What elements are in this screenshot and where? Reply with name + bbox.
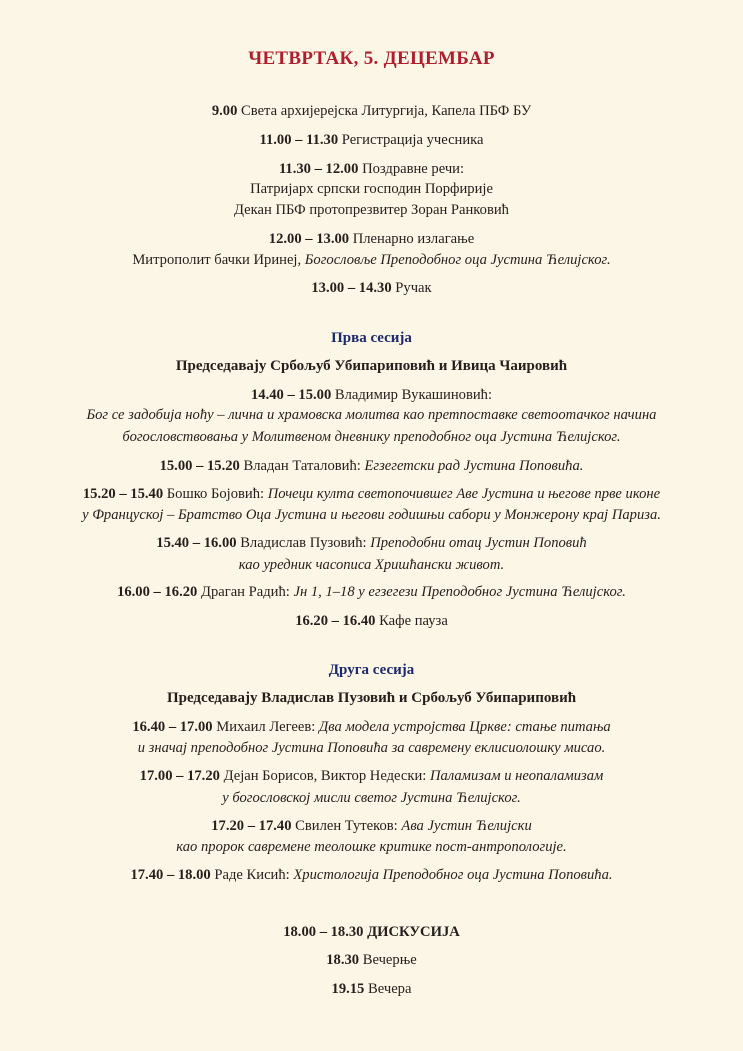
talk-item: [0, 817, 743, 835]
talk-title: у Француској – Братство Оца Јустина и његови годишњи сабори у Монжерону крај Париза.: [82, 507, 661, 523]
session-heading: Прва сесија: [331, 330, 412, 346]
talk-title: као пророк савремене теолошке критике пост-антропологије.: [176, 839, 567, 855]
plenary-line: [0, 251, 743, 269]
item-text: Света архијерејска Литургија, Капела ПБФ БУ: [241, 103, 532, 119]
item-time: 16.20 – 16.40: [295, 613, 376, 629]
speaker: Драган Радић:: [200, 584, 290, 600]
item-text: Кафе пауза: [379, 613, 448, 629]
talk-title: Егзегетски рад Јустина Поповића.: [364, 458, 584, 474]
item-text: Вечера: [368, 981, 412, 997]
talk-item: [0, 718, 743, 736]
talk-title: богословствовања у Молитвеном дневнику преподобног оца Јустина Ћелијског.: [122, 429, 621, 445]
talk-item: [0, 534, 743, 552]
speaker: Владимир Вукашиновић:: [334, 387, 493, 403]
item-time: 18.30: [326, 952, 360, 968]
item-time: 13.00 – 14.30: [311, 280, 392, 296]
item-text: Вечерње: [362, 952, 417, 968]
talk-title: Богословље Преподобног оца Јустина Ћелијског.: [304, 252, 611, 268]
talk-title: и значај преподобног Јустина Поповића за савремену еклисиолошку мисао.: [137, 740, 606, 756]
talk-time: 15.40 – 16.00: [156, 535, 237, 551]
item-extra-line: Декан ПБФ протопрезвитер Зоран Ранковић: [234, 202, 509, 218]
talk-item: [0, 386, 743, 404]
talk-title: Јн 1, 1–18 у егзегези Преподобног Јустина Ћелијског.: [293, 584, 626, 600]
talk-title: Два модела устројства Цркве: стање питања: [318, 719, 611, 735]
schedule-item: [0, 612, 743, 630]
talk-item: [0, 457, 743, 475]
speaker: Михаил Легеев:: [216, 719, 316, 735]
talk-time: 14.40 – 15.00: [250, 387, 332, 403]
talk-title: Бог се задобија ноћу – лична и храмовска молитва као претпоставке светоотачког начина: [86, 407, 657, 423]
talk-title: као уредник часописа Хришћански живот.: [238, 557, 505, 573]
talk-time: 15.00 – 15.20: [159, 458, 240, 474]
schedule-item: [0, 279, 743, 297]
schedule-item: [0, 980, 743, 998]
item-time: 12.00 – 13.00: [268, 231, 350, 247]
speaker: Бошко Бојовић:: [166, 486, 265, 502]
speaker: Свилен Тутеков:: [295, 818, 398, 834]
talk-time: 17.00 – 17.20: [139, 768, 220, 784]
session-heading: Друга сесија: [328, 662, 415, 678]
speaker: Владан Таталовић:: [243, 458, 361, 474]
talk-title: Ава Јустин Ћелијски: [401, 818, 532, 834]
item-time: 9.00: [211, 103, 238, 119]
item-text: Регистрација учесника: [341, 132, 484, 148]
talk-time: 17.40 – 18.00: [130, 867, 211, 883]
talk-title: Паламизам и неопаламизам: [429, 768, 604, 784]
item-text: Пленарно излагање: [352, 231, 475, 247]
item-time: 18.00 – 18.30: [283, 924, 364, 940]
item-time: 19.15: [331, 981, 365, 997]
schedule-item: [0, 951, 743, 969]
speaker: Дејан Борисов, Виктор Недески:: [223, 768, 427, 784]
talk-title: Христологија Преподобног оца Јустина Поповића.: [293, 867, 613, 883]
item-text: ДИСКУСИЈА: [367, 924, 460, 940]
talk-item: [0, 485, 743, 503]
talk-title: Преподобни отац Јустин Поповић: [370, 535, 587, 551]
talk-time: 16.00 – 16.20: [117, 584, 198, 600]
talk-item: [0, 866, 743, 884]
schedule-item: [0, 102, 743, 120]
schedule-item: [0, 230, 743, 248]
item-time: 11.00 – 11.30: [259, 132, 339, 148]
talk-time: 17.20 – 17.40: [211, 818, 292, 834]
talk-title: у богословској мисли светог Јустина Ћелијског.: [222, 790, 521, 806]
session-chairs: Председавају Србољуб Убипариповић и Ивица Чаировић: [175, 358, 568, 374]
speaker: Митрополит бачки Иринеј,: [132, 252, 302, 268]
speaker: Раде Кисић:: [214, 867, 290, 883]
day-title: ЧЕТВРТАК, 5. ДЕЦЕМБАР: [248, 48, 495, 69]
talk-time: 16.40 – 17.00: [132, 719, 213, 735]
schedule-item: [0, 131, 743, 149]
item-time: 11.30 – 12.00: [278, 161, 359, 177]
schedule-item: [0, 160, 743, 178]
speaker: Владислав Пузовић:: [240, 535, 367, 551]
talk-item: [0, 583, 743, 601]
talk-time: 15.20 – 15.40: [82, 486, 164, 502]
item-text: Ручак: [395, 280, 432, 296]
talk-title: Почеци култа светопочившег Аве Јустина и његове прве иконе: [267, 486, 661, 502]
schedule-item: [0, 923, 743, 941]
item-extra-line: Патријарх српски господин Порфирије: [250, 181, 493, 197]
item-text: Поздравне речи:: [362, 161, 465, 177]
talk-item: [0, 767, 743, 785]
session-chairs: Председавају Владислав Пузовић и Србољуб Убипариповић: [166, 690, 577, 706]
